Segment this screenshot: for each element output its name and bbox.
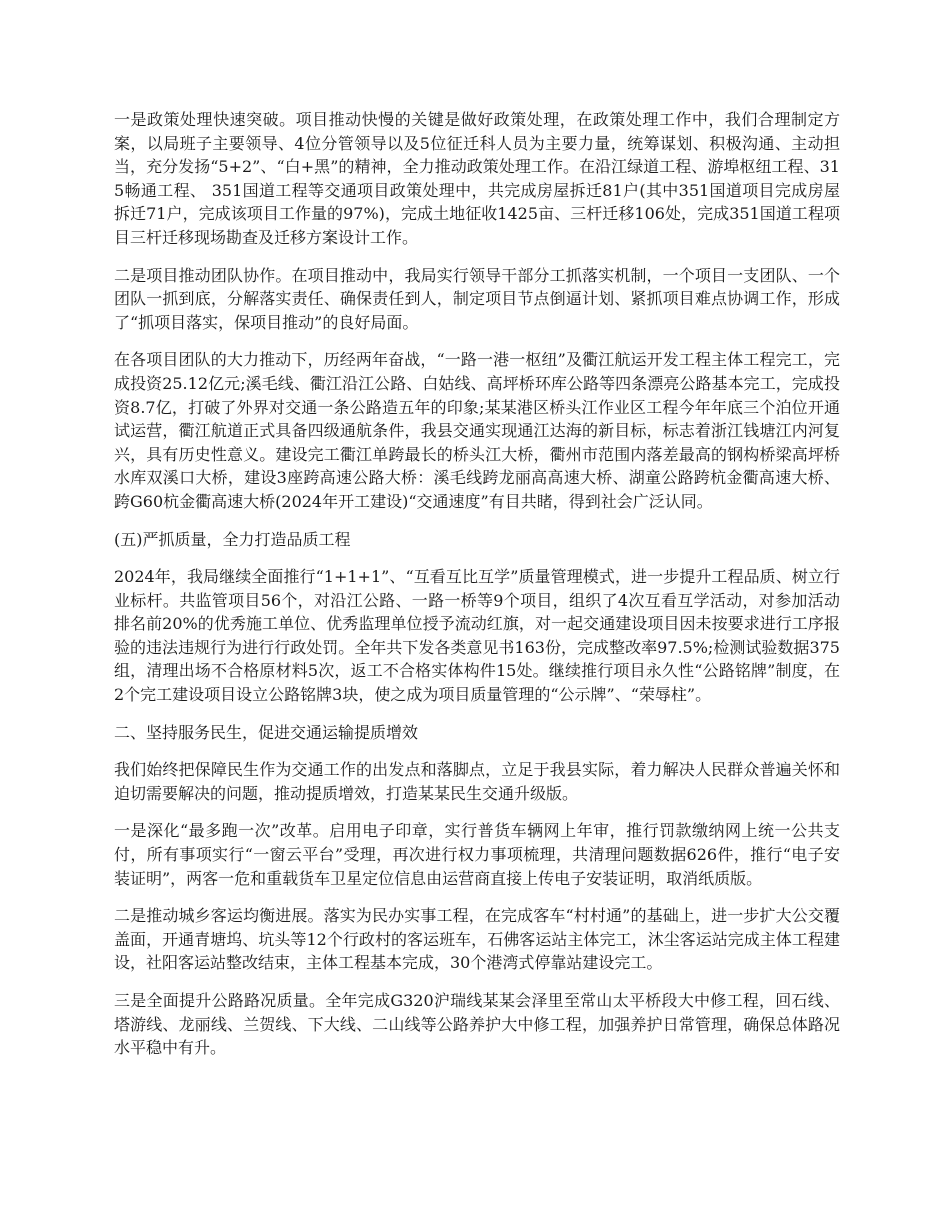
- paragraph-livelihood-intro: 我们始终把保障民生作为交通工作的出发点和落脚点，立足于我县实际，着力解决人民群众普遍关怀和迫切需要解决的问题，推动提质增效，打造某某民生交通升级版。: [114, 760, 840, 803]
- document-body: [114, 108, 840, 1074]
- paragraph-reform: 一是深化“最多跑一次”改革。启用电子印章，实行普货车辆网上年审，推行罚款缴纳网上统一公共支付，所有事项实行“一窗云平台”受理，再次进行权力事项梳理，共清理问题数据626件，推行“电子安装证明”，两客一危和重载货车卫星定位信息由运营商直接上传电子安装证明，取消纸质版。: [114, 821, 840, 888]
- paragraph-road-quality: 三是全面提升公路路况质量。全年完成G320沪瑞线某某会泽里至常山太平桥段大中修工程，回石线、塔游线、龙丽线、兰贺线、下大线、二山线等公路养护大中修工程，加强养护日常管理，确保总体路况水平稳中有升。: [114, 991, 840, 1058]
- section-heading-quality: (五)严抓质量，全力打造品质工程: [114, 529, 351, 549]
- paragraph-quality-management: 2024年，我局继续全面推行“1+1+1”、“互看互比互学”质量管理模式，进一步提升工程品质、树立行业标杆。共监管项目56个，对沿江公路、一路一桥等9个项目，组织了4次互看互学活动，对参加活动排名前20%的优秀施工单位、优秀监理单位授予流动红旗，对一起交通建设项目因未按要求进行工序报验的违法违规行为进行行政处罚。全年共下发各类意见书163份，完成整改率97.5%;检测试验数据375组，清理出场不合格原材料5次，返工不合格实体构件15处。继续推行项目永久性“公路铭牌”制度，在2个完工建设项目设立公路铭牌3块，使之成为项目质量管理的“公示牌”、“荣辱柱”。: [114, 567, 840, 705]
- section-heading-livelihood: 二、坚持服务民生，促进交通运输提质增效: [114, 722, 419, 742]
- paragraph-team-collaboration: 二是项目推动团队协作。在项目推动中，我局实行领导干部分工抓落实机制，一个项目一支团队、一个团队一抓到底，分解落实责任、确保责任到人，制定项目节点倒逼计划、紧抓项目难点协调工作，形成了“抓项目落实，保项目推动”的良好局面。: [114, 265, 840, 332]
- paragraph-policy-handling: 一是政策处理快速突破。项目推动快慢的关键是做好政策处理，在政策处理工作中，我们合理制定方案，以局班子主要领导、4位分管领导以及5位征迁科人员为主要力量，统筹谋划、积极沟通、主动担当，充分发扬“5+2”、“白+黑”的精神，全力推动政策处理工作。在沿江绿道工程、游埠枢纽工程、315畅通工程、 351国道工程等交通项目政策处理中，共完成房屋拆迁81户(其中351国道项目完成房屋拆迁71户，完成该项目工作量的97%)，完成土地征收1425亩、三杆迁移106处，完成351国道工程项目三杆迁移现场勘查及迁移方案设计工作。: [114, 110, 840, 247]
- paragraph-passenger-transport: 二是推动城乡客运均衡进展。落实为民办实事工程，在完成客车“村村通”的基础上，进一步扩大公交覆盖面，开通青塘坞、坑头等12个行政村的客运班车，石佛客运站主体完工，沐尘客运站完成主体工程建设，社阳客运站整改结束，主体工程基本完成，30个港湾式停靠站建设完工。: [114, 906, 840, 973]
- paragraph-project-results: 在各项目团队的大力推动下，历经两年奋战，“一路一港一枢纽”及衢江航运开发工程主体工程完工，完成投资25.12亿元;溪毛线、衢江沿江公路、白姑线、高坪桥环库公路等四条漂亮公路基本完工，完成投资8.7亿，打破了外界对交通一条公路造五年的印象;某某港区桥头江作业区工程今年年底三个泊位开通试运营，衢江航道正式具备四级通航条件，我县交通实现通江达海的新目标，标志着浙江钱塘江内河复兴，具有历史性意义。建设完工衢江单跨最长的桥头江大桥，衢州市范围内落差最高的钢构桥梁高坪桥水库双溪口大桥，建设3座跨高速公路大桥：溪毛线跨龙丽高高速大桥、湖童公路跨杭金衢高速大桥、跨G60杭金衢高速大桥(2024年开工建设)“交通速度”有目共睹，得到社会广泛认同。: [114, 350, 840, 511]
